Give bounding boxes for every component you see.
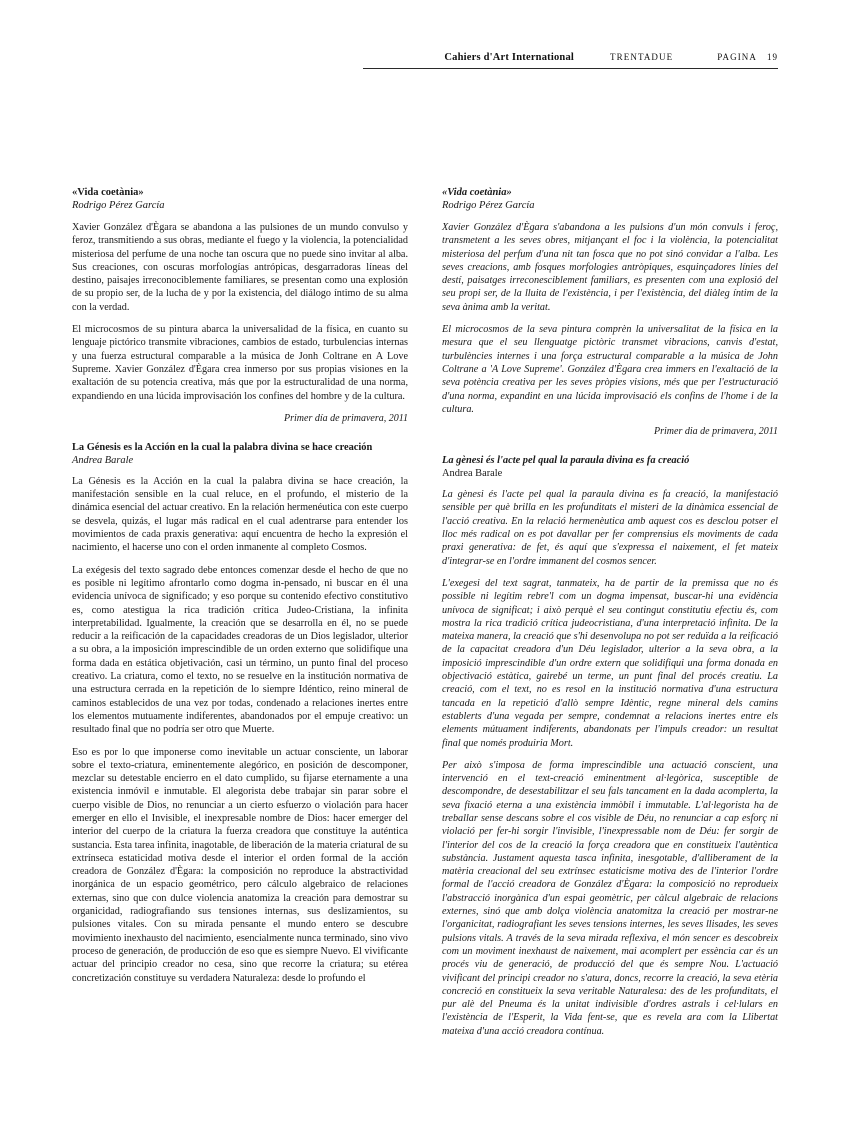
right-column — [442, 186, 778, 1047]
left-article-1-paragraph: Xavier González d'Ègara se abandona a las pulsiones de un mundo convulso y feroz, transmitiendo a sus obras, mediante el fuego y la violencia, la potencialidad misteriosa del perfume de una noche tan oscura que no puede sino invitar al alba. Sus creaciones, con oscuras morfologías antrópicas, desgarradoras líneas del destino, paisajes irreconociblemente familiares, se presentan como una explosión de su propio ser, de la lucha de y por la existencia, del diálogo íntimo de su alma con la verdad. — [72, 222, 408, 313]
left-column — [72, 186, 408, 1047]
right-article-1-paragraph: El microcosmos de la seva pintura comprèn la universalitat de la física en la mesura que el seu llenguatge pictòric transmet vibracions, canvis d'estat, turbulències internes i una força estructural comparable a la música de John Coltrane a 'A Love Supreme'. González d'Ègara crea immers en l'exaltació de la seva potència creativa per les seves pròpies visions, més que per l'estructuració d'una norma, expandint en una lúcida improvisació els confins de l'home i de la cultura. — [442, 324, 778, 415]
right-article-1-paragraph: Xavier González d'Ègara s'abandona a les pulsions d'un món convuls i feroç, transmetent a les seves obres, mitjançant el foc i la violència, la potencialitat misteriosa del perfum d'una nit tan fosca que no pot sinó convidar a l'alba. Les seves creacions, amb fosques morfologies antròpiques, esquinçadores línies del destí, paisatges irreconesciblement familiars, es presenten com una explosió del seu propi ser, de la lluita de l'existència, i per l'existència, del diàleg íntim de la seva ànima amb la veritat. — [442, 222, 778, 313]
left-article-2-paragraph: La exégesis del texto sagrado debe entonces comenzar desde el hecho de que no es posible ni legítimo afrontarlo como dogma in-pensado, ni buscar en él una evidencia unívoca de significado; y eso porque su contenido efectivo constitutivo es, como atestigua la rica tradición crítica Judeo-Cristiana, la infinita interpretabilidad. Igualmente, la creación que se desarrolla en él, no se puede reducir a la reificación de la capacidades creadoras de un Dios legislador, ulterior a su obra, a la imposición imprescindible de un orden externo que solidifique una forma dada en estática objetivación, casi un término, un punto final del proceso creativo. La criatura, como el texto, no se resuelve en la institución normativa de una estructura cerrada en la repetición de lo siempre Idéntico, reino mineral de caminos establecidos de una vez por todas, condenado a relaciones inertes entre los elementos mutuamente indiferentes, abandonados por el empuje creativo: un resultado final que no podría ser otro que Muerte. — [72, 564, 408, 736]
left-article-1 — [72, 186, 408, 425]
left-article-1-signoff: Primer día de primavera, 2011 — [284, 412, 408, 424]
left-article-2-paragraph: La Génesis es la Acción en la cual la palabra divina se hace creación, la manifestación sensible en la cual reluce, en el profundo, el misterio de la dinámica esencial del actuar creativo. En la relación hermenéutica con este cuerpo se desvela, quizás, el lugar más radical en el cual adentrarse para entender los movimientos de cada praxis generativa: aquí encuentra de hecho la expresión el nacimiento, el hacerse uno con el orden inmanente al completo Cosmos. — [72, 475, 408, 554]
text-columns — [72, 186, 778, 1047]
right-article-2-author: Andrea Barale — [442, 468, 503, 480]
journal-title: Cahiers d'Art International — [444, 52, 575, 63]
left-article-2-title: La Génesis es la Acción en la cual la palabra divina se hace creación — [72, 441, 373, 453]
left-article-2-author: Andrea Barale — [72, 454, 134, 466]
right-article-1-author: Rodrigo Pérez García — [442, 200, 535, 211]
left-article-1-paragraph: El microcosmos de su pintura abarca la universalidad de la física, en cuanto su lenguaje pictórico transmite vibraciones, cambios de estado, turbulencias internas y una fuerza estructural comparable a la música de Jonh Coltrane en A Love Supreme. Xavier González d'Ègara crea inmerso por sus propias visiones en la exaltación de su potencia creativa, más que por la estructuralidad de una norma, expandiendo en una lúcida improvisación los confines del hombre y de la cultura. — [72, 324, 408, 402]
left-article-2-head — [72, 441, 408, 467]
left-article-1-title: «Vida coetània» — [72, 187, 144, 198]
issue-label: TRENTADUE — [610, 52, 674, 62]
page-number: 19 — [767, 52, 778, 62]
page-header — [72, 52, 778, 63]
right-article-1-title: «Vida coetània» — [442, 187, 512, 198]
right-article-2-head — [442, 454, 778, 480]
right-article-2-paragraph: Per això s'imposa de forma imprescindible una actuació conscient, una intervenció en el text-creació eminentment al·legòrica, susceptible de descompondre, de desestabilitzar el seu fals tancament en la dada acomplerta, la seva fixació eterna a una existència immòbil i immutable. L'al·legorista ha de treballar sense descans sobre el cos visible de Déu, no renunciar a cap esforç ni violació per fer-hi sorgir l'invisible, l'inexpressable nom de Déu: fer sorgir de l'interior del cos de la creació la força creadora que en constitueix l'autèntica substància. Justament aquesta tasca infinita, inesgotable, d'alliberament de la matèria creacional del seu extrínsec estaticisme motiva des de l'interior l'ordre formal de l'acció creadora de González d'Ègara: la composició no reprodueix l'abstracció inorgànica d'un espai geomètric, per càlcul algebraic de relacions externes, sinó que amb dolça violència anatomitza la creació per mostrar-ne l'organicitat, radiografiant les seves tensions internes, les seves llisades, les seves pulsions vitals. A través de la seva mirada reflexiva, el món sencer es descobreix com un moviment inexhaust de naixement, mai acomplert per essència car és un procés viu de generació, de producció del que és sempre Nou. L'actuació vivificant del principi creador no s'atura, doncs, recorre la creació, la seva etèria concreció en constitueix la seva veritable Naturalesa: des de les profunditats, el pur alè del Pneuma és la unitat indivisible d'ordres astrals i cel·lulars en l'existència de l'Esperit, la Vida fent-se, que es revela ara com la Llibertat mateixa d'una acció creadora contínua. — [442, 759, 778, 1037]
right-article-1-signoff: Primer dia de primavera, 2011 — [654, 426, 778, 438]
header-divider — [363, 68, 778, 69]
right-article-2-paragraph: L'exegesi del text sagrat, tanmateix, ha de partir de la premissa que no és possible ni legítim rebre'l com un dogma impensat, buscar-hi una evidència unívoca de significat; i això perquè el seu contingut constitutiu efectiu és, com mostra la rica tradició crítica judeocristiana, d'una interpretació infinita. De la mateixa manera, la creació que s'hi desenvolupa no pot ser reduïda a la reificació de la capacitat creadora d'un Déu legislador, ulterior a la seva obra, a la imposició imprescindible d'un ordre extern que solidifiqui una forma donada en objectivació estàtica, gairebé un terme, un punt final del procés creatiu. La creació, com el text, no es resol en la institució normativa d'una estructura tancada en la repetició d'allò sempre Idèntic, regne mineral dels camins establerts d'una vegada per sempre, condemnat a relacions inertes entre els elements mútuament indiferents, abandonats per l'impuls creador: un resultat final que només produiria Mort. — [442, 577, 778, 749]
left-article-1-author: Rodrigo Pérez García — [72, 200, 165, 211]
left-article-2-paragraph: Eso es por lo que imponerse como inevitable un actuar consciente, un laborar sobre el texto-criatura, eminentemente alegórico, en posición de descomponer, mezclar su detestable encierro en el dato cumplido, su fijarse eternamente a una existencia inmóvil e inmutable. El alegorista debe trabajar sin parar sobre el cuerpo visible de Dios, no renunciar a un cierto esfuerzo o violación para hacer emerger en ello el Invisible, el inexpresable nombre de Dios: hacer emerger del interior del cuerpo de la criatura la fuerza creadora que constituye la auténtica sustancia. Esta tarea infinita, inagotable, de liberación de la materia criatural de su extrínseca estaticidad motiva desde el interior el orden formal de la acción creadora de González d'Ègara: la composición no reproduce la abstractividad inorgánica de un espacio geométrico, pero cálculo algebraico de relaciones externas, sino que con dulce violencia anatomiza la creación para demostrar su organicidad, radiografiando sus tensiones internas, sus deslizamientos, su pulsiones vitales. Con su mirada pensante el mundo entero se descubre movimiento inexhausto del nacimiento, esencialmente nunca terminado, sino vivo proceso de generación, de producción de eso que es siempre Nuevo. El vivificante actuar del principio creador no cesa, sino que recorre la criatura; su etérea concretización constituye su verdadera Naturaleza: desde lo profundo el — [72, 746, 408, 984]
right-article-2-paragraph: La gènesi és l'acte pel qual la paraula divina es fa creació, la manifestació sensible per què brilla en les profunditats el misteri de la dinàmica essencial de l'acció creativa. En la relació hermenèutica amb aquest cos es desclou potser el lloc més radical on es pot davallar per fer comprensius els moviments de cada praxi generativa: de fet, és aquí que s'expressa el naixement, el fet mateix d'integrar-se en l'ordre immanent del cosmos sencer. — [442, 489, 778, 567]
right-article-1 — [442, 186, 778, 438]
page-label: PAGINA — [717, 52, 757, 62]
right-article-2-title: La gènesi és l'acte pel qual la paraula divina es fa creació — [442, 455, 690, 467]
